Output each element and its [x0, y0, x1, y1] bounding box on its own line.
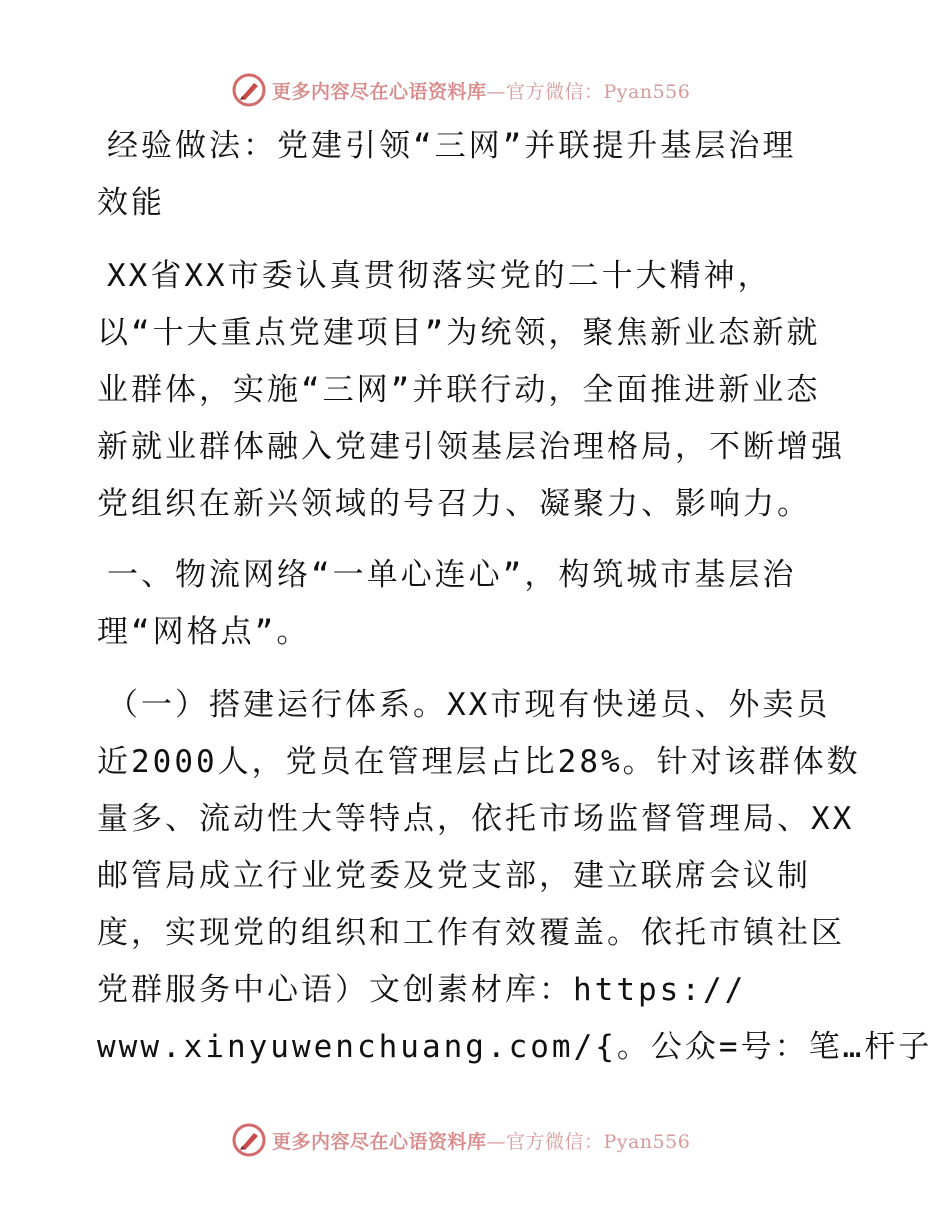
- paragraph-line: （一）搭建运行体系。XX市现有快递员、外卖员: [107, 687, 831, 723]
- pen-logo-icon: [232, 1123, 266, 1157]
- paragraph-line: 量多、流动性大等特点，依托市场监督管理局、XX: [97, 801, 855, 837]
- paragraph-line: 以“十大重点党建项目”为统领，聚焦新业态新就: [97, 315, 821, 351]
- heading-line: 理“网格点”。: [97, 614, 311, 650]
- watermark-footer: [232, 1120, 690, 1160]
- paragraph-line: 新就业群体融入党建引领基层治理格局，不断增强: [97, 429, 845, 465]
- heading-line: 一、物流网络“一单心连心”，构筑城市基层治: [107, 557, 797, 593]
- watermark-text: 更多内容尽在心语资料库—官方微信：Pyan556: [272, 80, 691, 103]
- pen-logo-icon: [232, 73, 266, 107]
- section-heading: [97, 547, 857, 661]
- subsection-paragraph: [97, 677, 933, 1076]
- title-line: 效能: [97, 185, 165, 221]
- paragraph-line: 近2000人，党员在管理层占比28%。针对该群体数: [97, 744, 861, 780]
- watermark-header: [232, 70, 690, 110]
- paragraph-line: 党组织在新兴领域的号召力、凝聚力、影响力。: [97, 486, 811, 522]
- watermark-text: 更多内容尽在心语资料库—官方微信：Pyan556: [272, 1130, 691, 1153]
- paragraph-line: 党群服务中心语）文创素材库：https://: [97, 972, 747, 1008]
- paragraph-line: 度，实现党的组织和工作有效覆盖。依托市镇社区: [97, 915, 845, 951]
- paragraph-line: 邮管局成立行业党委及党支部，建立联席会议制: [97, 858, 811, 894]
- document-title: [97, 118, 857, 232]
- paragraph-line: 业群体，实施“三网”并联行动，全面推进新业态: [97, 372, 821, 408]
- paragraph-line: XX省XX市委认真贯彻落实党的二十大精神，: [107, 258, 772, 294]
- intro-paragraph: [97, 248, 857, 533]
- title-line: 经验做法：党建引领“三网”并联提升基层治理: [107, 128, 797, 164]
- document-body: [97, 118, 933, 1076]
- paragraph-line: www.xinyuwenchuang.com/{。公众=号：笔…杆子: [97, 1029, 933, 1065]
